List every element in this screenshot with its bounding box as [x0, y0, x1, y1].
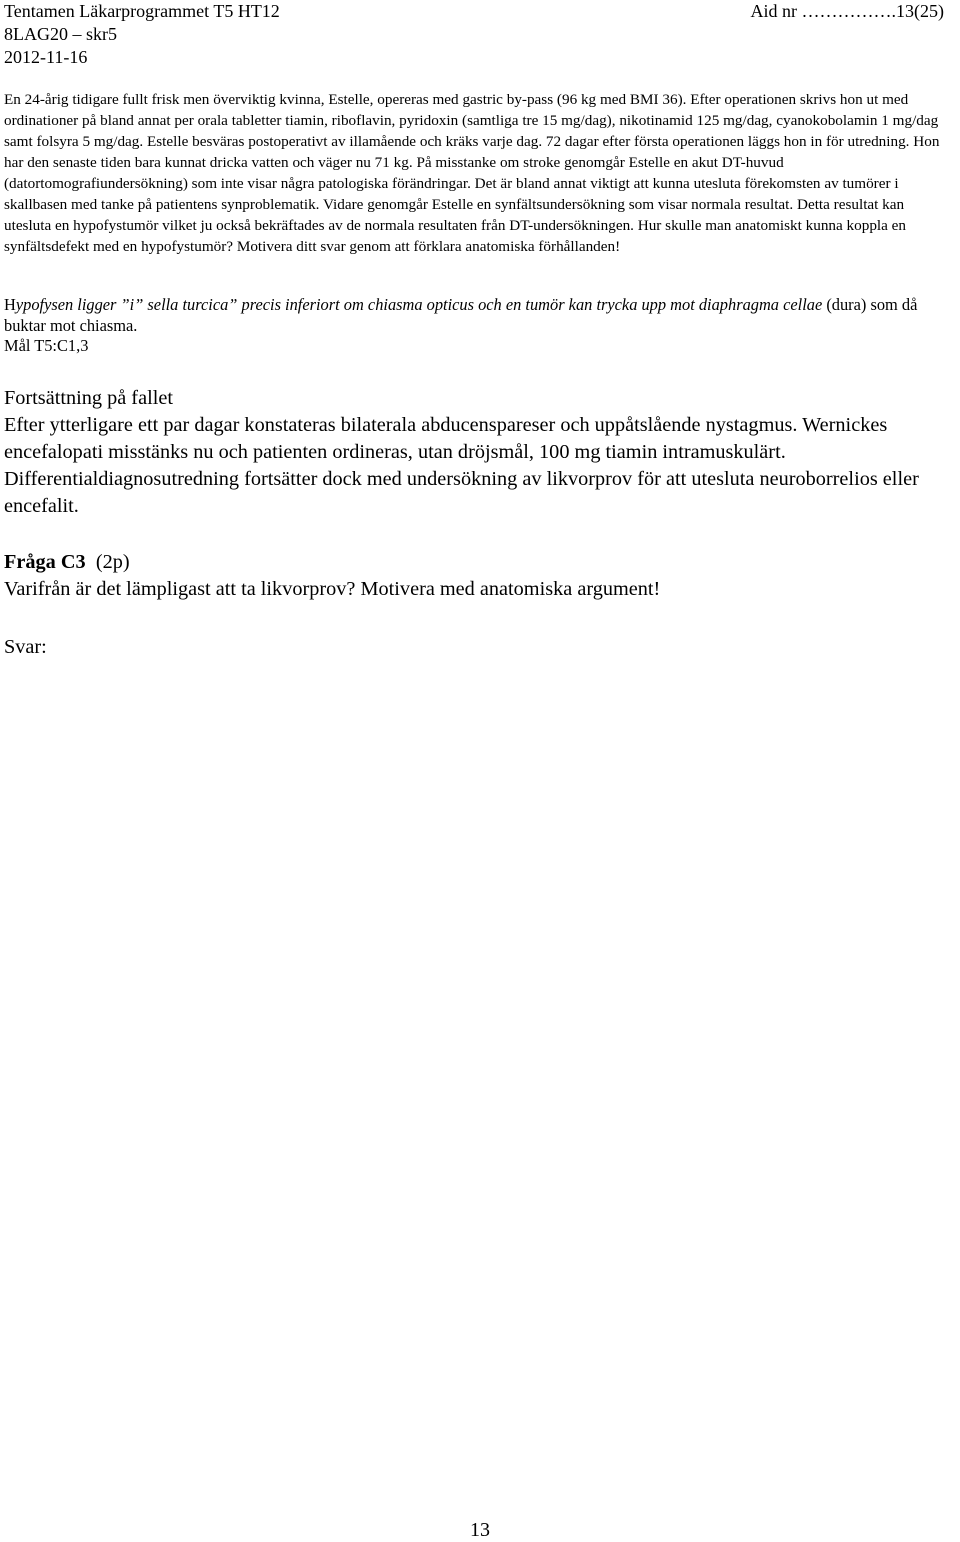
answer-text: [4, 294, 954, 336]
question-text: Varifrån är det lämpligast att ta likvorprov? Motivera med anatomiska argument!: [4, 578, 661, 600]
question-title: [4, 549, 954, 576]
page-number: 13: [470, 1519, 490, 1541]
answer-rest: (dura) som då buktar mot chiasma.: [4, 295, 918, 335]
answer-italic: ypofysen ligger ”i” sella turcica” precis inferiort om chiasma opticus och en tumör kan trycka upp mot diaphragma cellae: [15, 295, 823, 314]
question-points: (2p): [95, 551, 130, 573]
case-continuation: [4, 385, 956, 520]
exam-title: Tentamen Läkarprogrammet T5 HT12: [4, 1, 280, 21]
goal-reference: Mål T5:C1,3: [4, 336, 89, 355]
answer-first-letter: H: [4, 295, 16, 314]
aid-number: Aid nr …………….13(25): [750, 1, 944, 21]
question-block: [4, 549, 954, 603]
answer-label: Svar:: [4, 636, 47, 658]
course-code: 8LAG20 – skr5: [4, 24, 117, 44]
case-description: En 24-årig tidigare fullt frisk men överviktig kvinna, Estelle, opereras med gastric by-pass (96 kg med BMI 36). Efter operationen skrivs hon ut med ordinationer på bland annat per orala tabletter tiamin, riboflavin, pyridoxin (samtliga tre 15 mg/dag), nikotinamid 125 mg/dag, cyanokobolamin 1 mg/dag samt folsyra 5 mg/dag. Estelle besväras postoperativt av illamående och kräks varje dag. 72 dagar efter första operationen läggs hon in för utredning. Hon har den senaste tiden bara kunnat dricka vatten och väger nu 71 kg. På misstanke om stroke genomgår Estelle en akut DT-huvud (datortomografiundersökning) som inte visar några patologiska förändringar. Det är bland annat viktigt att kunna utesluta förekomsten av tumörer i skallbasen med tanke på patientens synproblematik. Vidare genomgår Estelle en synfältsundersökning som visar normala resultat. Detta resultat kan utesluta en hypofystumör vilket ju också bekräftades av de normala resultaten från DT-undersökningen. Hur skulle man anatomiskt kunna koppla en synfältsdefekt med en hypofystumör? Motivera ditt svar genom att förklara anatomiska förhållanden!: [4, 91, 940, 255]
header-row: [4, 0, 954, 23]
exam-date: 2012-11-16: [4, 47, 88, 67]
continuation-text: Efter ytterligare ett par dagar konstateras bilaterala abducenspareser och uppåtslående nystagmus. Wernickes encefalopati misstänks nu och patienten ordineras, utan dröjsmål, 100 mg tiamin intramuskulärt. Differentialdiagnosutredning fortsätter dock med undersökning av likvorprov för att utesluta neuroborrelios eller encefalit.: [4, 414, 919, 517]
question-label: Fråga C3: [4, 551, 86, 573]
page-header: [4, 0, 954, 69]
continuation-heading: Fortsättning på fallet: [4, 387, 173, 409]
